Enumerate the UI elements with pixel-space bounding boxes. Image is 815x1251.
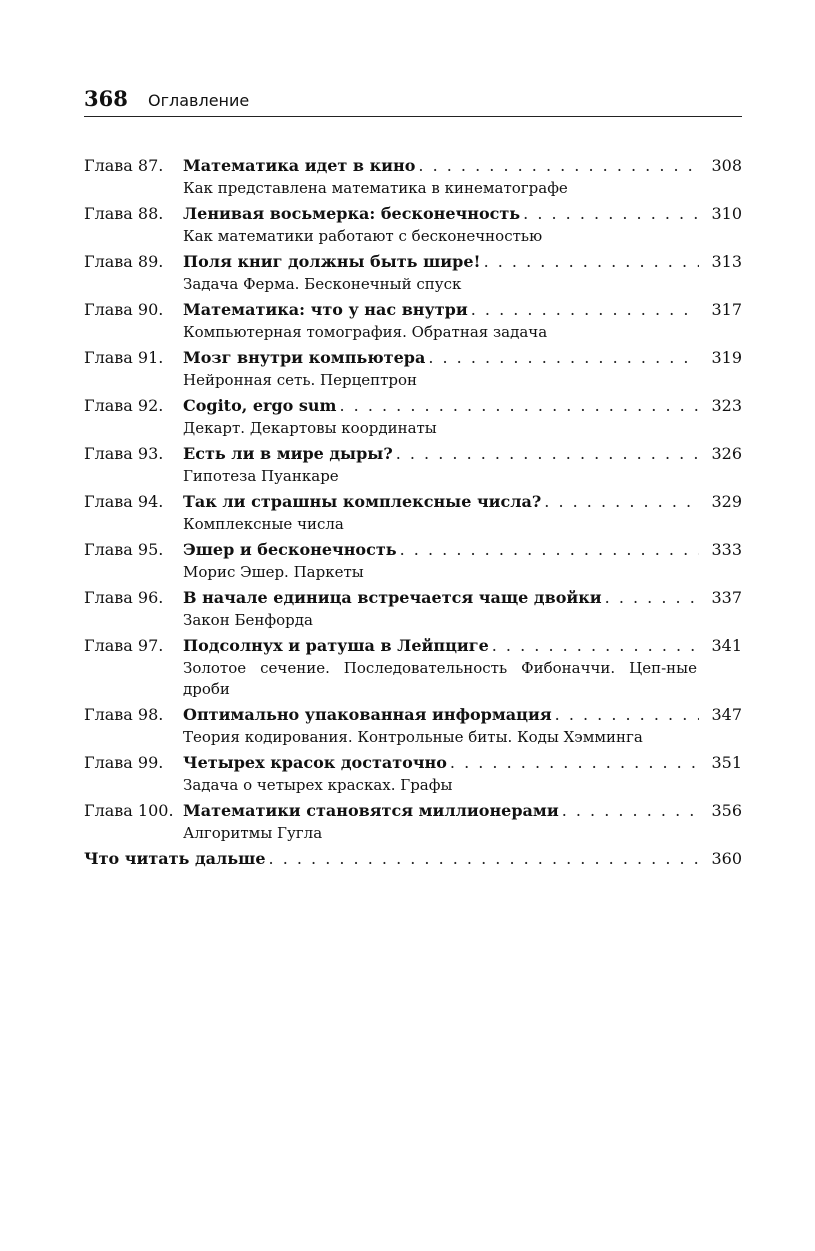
page-reference: 333 [711, 540, 742, 559]
page-header [84, 86, 742, 117]
toc-entry-89[interactable] [84, 250, 742, 295]
chapter-label: Глава 93. [84, 444, 164, 463]
chapter-subtitle: Теория кодирования. Контрольные биты. Коды Хэмминга [183, 728, 643, 746]
dot-leader [418, 154, 699, 178]
dot-leader [400, 538, 699, 562]
table-of-contents [84, 154, 742, 874]
chapter-label: Глава 95. [84, 540, 164, 559]
dot-leader [523, 202, 699, 226]
toc-entry-96[interactable] [84, 586, 742, 631]
chapter-title: Мозг внутри компьютера [183, 348, 426, 367]
page-reference: 356 [711, 801, 742, 820]
dot-leader [471, 298, 699, 322]
chapter-title: Четырех красок достаточно [183, 753, 447, 772]
dot-leader [269, 847, 699, 871]
toc-entry-92[interactable] [84, 394, 742, 439]
chapter-label: Глава 96. [84, 588, 164, 607]
chapter-title: Эшер и бесконечность [183, 540, 397, 559]
toc-entry-88[interactable] [84, 202, 742, 247]
page-reference: 341 [711, 636, 742, 655]
chapter-subtitle: Алгоритмы Гугла [183, 824, 323, 842]
dot-leader [396, 442, 699, 466]
dot-leader [339, 394, 699, 418]
page-reference: 347 [711, 705, 742, 724]
page-reference: 317 [711, 300, 742, 319]
toc-entry-further-reading[interactable] [84, 847, 742, 871]
chapter-title: Подсолнух и ратуша в Лейпциге [183, 636, 489, 655]
dot-leader [605, 586, 699, 610]
running-title: Оглавление [148, 91, 250, 110]
chapter-subtitle: Задача о четырех красках. Графы [183, 776, 453, 794]
chapter-label: Глава 91. [84, 348, 164, 367]
chapter-subtitle: Комплексные числа [183, 515, 344, 533]
toc-entry-97[interactable] [84, 634, 742, 700]
toc-entry-98[interactable] [84, 703, 742, 748]
chapter-title: Математика идет в кино [183, 156, 416, 175]
page-number: 368 [84, 86, 128, 111]
chapter-title: Ленивая восьмерка: бесконечность [183, 204, 521, 223]
page-reference: 319 [711, 348, 742, 367]
dot-leader [562, 799, 699, 823]
toc-entry-95[interactable] [84, 538, 742, 583]
chapter-subtitle: Компьютерная томография. Обратная задача [183, 323, 548, 341]
dot-leader [484, 250, 699, 274]
toc-entry-93[interactable] [84, 442, 742, 487]
chapter-subtitle: Гипотеза Пуанкаре [183, 467, 339, 485]
chapter-label: Глава 87. [84, 156, 164, 175]
chapter-title: Есть ли в мире дыры? [183, 444, 393, 463]
toc-entry-90[interactable] [84, 298, 742, 343]
chapter-label: Глава 90. [84, 300, 164, 319]
chapter-subtitle: Закон Бенфорда [183, 611, 313, 629]
toc-entry-100[interactable] [84, 799, 742, 844]
chapter-subtitle: Морис Эшер. Паркеты [183, 563, 364, 581]
chapter-subtitle: Нейронная сеть. Перцептрон [183, 371, 418, 389]
page-reference: 360 [711, 849, 742, 868]
page-reference: 313 [711, 252, 742, 271]
chapter-subtitle: Золотое сечение. Последовательность Фибоначчи. Цеп-ные дроби [183, 659, 697, 698]
chapter-label: Глава 88. [84, 204, 164, 223]
chapter-label: Глава 97. [84, 636, 164, 655]
chapter-label: Глава 92. [84, 396, 164, 415]
page-reference: 337 [711, 588, 742, 607]
toc-entry-87[interactable] [84, 154, 742, 199]
page-reference: 310 [711, 204, 742, 223]
chapter-title: Поля книг должны быть шире! [183, 252, 481, 271]
chapter-subtitle: Декарт. Декартовы координаты [183, 419, 437, 437]
chapter-title: Математики становятся миллионерами [183, 801, 559, 820]
dot-leader [428, 346, 699, 370]
dot-leader [544, 490, 699, 514]
chapter-subtitle: Как представлена математика в кинематографе [183, 179, 568, 197]
page-reference: 326 [711, 444, 742, 463]
chapter-label: Глава 89. [84, 252, 164, 271]
chapter-title: Так ли страшны комплексные числа? [183, 492, 542, 511]
page-reference: 323 [711, 396, 742, 415]
toc-entry-99[interactable] [84, 751, 742, 796]
page-reference: 329 [711, 492, 742, 511]
chapter-title: Cogito, ergo sum [183, 396, 337, 415]
dot-leader [450, 751, 699, 775]
dot-leader [555, 703, 699, 727]
chapter-subtitle: Как математики работают с бесконечностью [183, 227, 543, 245]
toc-entry-91[interactable] [84, 346, 742, 391]
page-reference: 308 [711, 156, 742, 175]
chapter-subtitle: Задача Ферма. Бесконечный спуск [183, 275, 462, 293]
chapter-label: Глава 100. [84, 801, 174, 820]
further-reading-title: Что читать дальше [84, 849, 266, 868]
chapter-label: Глава 94. [84, 492, 164, 511]
page-reference: 351 [711, 753, 742, 772]
chapter-label: Глава 99. [84, 753, 164, 772]
chapter-label: Глава 98. [84, 705, 164, 724]
chapter-title: В начале единица встречается чаще двойки [183, 588, 602, 607]
chapter-title: Математика: что у нас внутри [183, 300, 468, 319]
dot-leader [492, 634, 699, 658]
chapter-title: Оптимально упакованная информация [183, 705, 552, 724]
toc-entry-94[interactable] [84, 490, 742, 535]
